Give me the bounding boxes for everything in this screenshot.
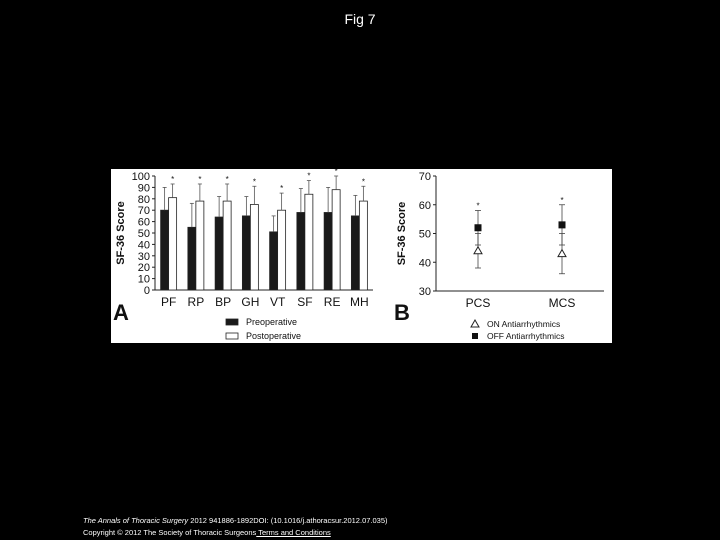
bar	[278, 210, 286, 290]
x-tick-label: RE	[323, 295, 341, 309]
legend-swatch	[226, 319, 238, 325]
y-tick-label: 30	[418, 286, 431, 298]
figure-svg	[111, 169, 612, 343]
x-tick-label: BP	[215, 295, 232, 309]
data-point-triangle	[474, 247, 482, 254]
x-tick-label: RP	[187, 295, 205, 309]
bar	[215, 217, 223, 290]
bar	[196, 201, 204, 290]
data-point-square	[559, 221, 566, 228]
bar	[250, 205, 258, 291]
legend-label: Preoperative	[246, 317, 298, 327]
bar	[223, 201, 231, 290]
legend-marker-triangle	[471, 320, 479, 327]
legend-label: ON Antiarrhythmics	[487, 319, 561, 329]
significance-marker: *	[334, 169, 338, 176]
panel-label: B	[394, 300, 410, 325]
data-point-triangle	[558, 250, 566, 257]
y-tick-label: 50	[137, 228, 150, 240]
bar	[305, 194, 313, 290]
bar	[242, 216, 250, 290]
bar	[161, 210, 169, 290]
significance-marker: *	[476, 201, 480, 211]
citation-text: 2012 941886-1892DOI: (10.1016/j.athoracsur.2012.07.035)	[188, 516, 388, 525]
x-tick-label: MH	[350, 295, 369, 309]
panel-b-scatter-chart	[394, 171, 604, 341]
copyright-text: Copyright © 2012 The Society of Thoracic Surgeons	[83, 528, 257, 537]
bar	[297, 212, 305, 290]
y-tick-label: 100	[131, 171, 150, 183]
x-tick-label: GH	[241, 295, 260, 309]
legend-label: OFF Antiarrhythmics	[487, 331, 565, 341]
significance-marker: *	[361, 177, 365, 187]
bar	[351, 216, 359, 290]
y-axis-label: SF-36 Score	[396, 201, 408, 266]
y-axis-label: SF-36 Score	[115, 201, 127, 265]
copyright-line	[83, 527, 388, 539]
significance-marker: *	[225, 174, 229, 184]
citation-line	[83, 515, 388, 527]
y-tick-label: 60	[418, 199, 431, 212]
y-tick-label: 50	[418, 228, 431, 241]
y-tick-label: 60	[137, 216, 150, 229]
figure-panel	[111, 169, 612, 343]
slide-title: Fig 7	[344, 11, 376, 27]
significance-marker: *	[307, 171, 311, 181]
y-tick-label: 30	[137, 250, 150, 263]
y-tick-label: 0	[143, 285, 150, 297]
bar	[359, 201, 367, 290]
bar	[169, 198, 177, 290]
panel-a-bar-chart	[113, 169, 373, 341]
bar	[332, 190, 340, 290]
data-point-square	[475, 224, 482, 231]
y-tick-label: 80	[137, 193, 150, 206]
y-tick-label: 20	[137, 262, 150, 275]
x-tick-label: VT	[269, 295, 286, 309]
bar	[188, 227, 196, 290]
significance-marker: *	[560, 195, 564, 205]
significance-marker: *	[280, 184, 284, 194]
legend-label: Postoperative	[246, 331, 302, 341]
terms-link[interactable]: Terms and Conditions	[256, 528, 331, 537]
x-tick-label: MCS	[548, 296, 576, 310]
x-tick-label: PF	[160, 295, 177, 309]
legend-swatch	[226, 333, 238, 339]
y-tick-label: 70	[418, 171, 431, 183]
y-tick-label: 10	[137, 273, 150, 286]
y-tick-label: 40	[137, 239, 150, 252]
significance-marker: *	[252, 177, 256, 187]
legend-marker-square	[472, 333, 478, 339]
journal-name: The Annals of Thoracic Surgery	[83, 516, 189, 525]
bar	[324, 212, 332, 290]
significance-marker: *	[198, 174, 202, 184]
citation-footer	[83, 515, 388, 539]
panel-label: A	[113, 300, 129, 325]
x-tick-label: SF	[297, 295, 313, 309]
bar	[270, 232, 278, 290]
y-tick-label: 40	[418, 257, 431, 270]
significance-marker: *	[171, 174, 175, 184]
x-tick-label: PCS	[465, 296, 491, 310]
y-tick-label: 70	[137, 205, 150, 218]
y-tick-label: 90	[137, 182, 150, 195]
